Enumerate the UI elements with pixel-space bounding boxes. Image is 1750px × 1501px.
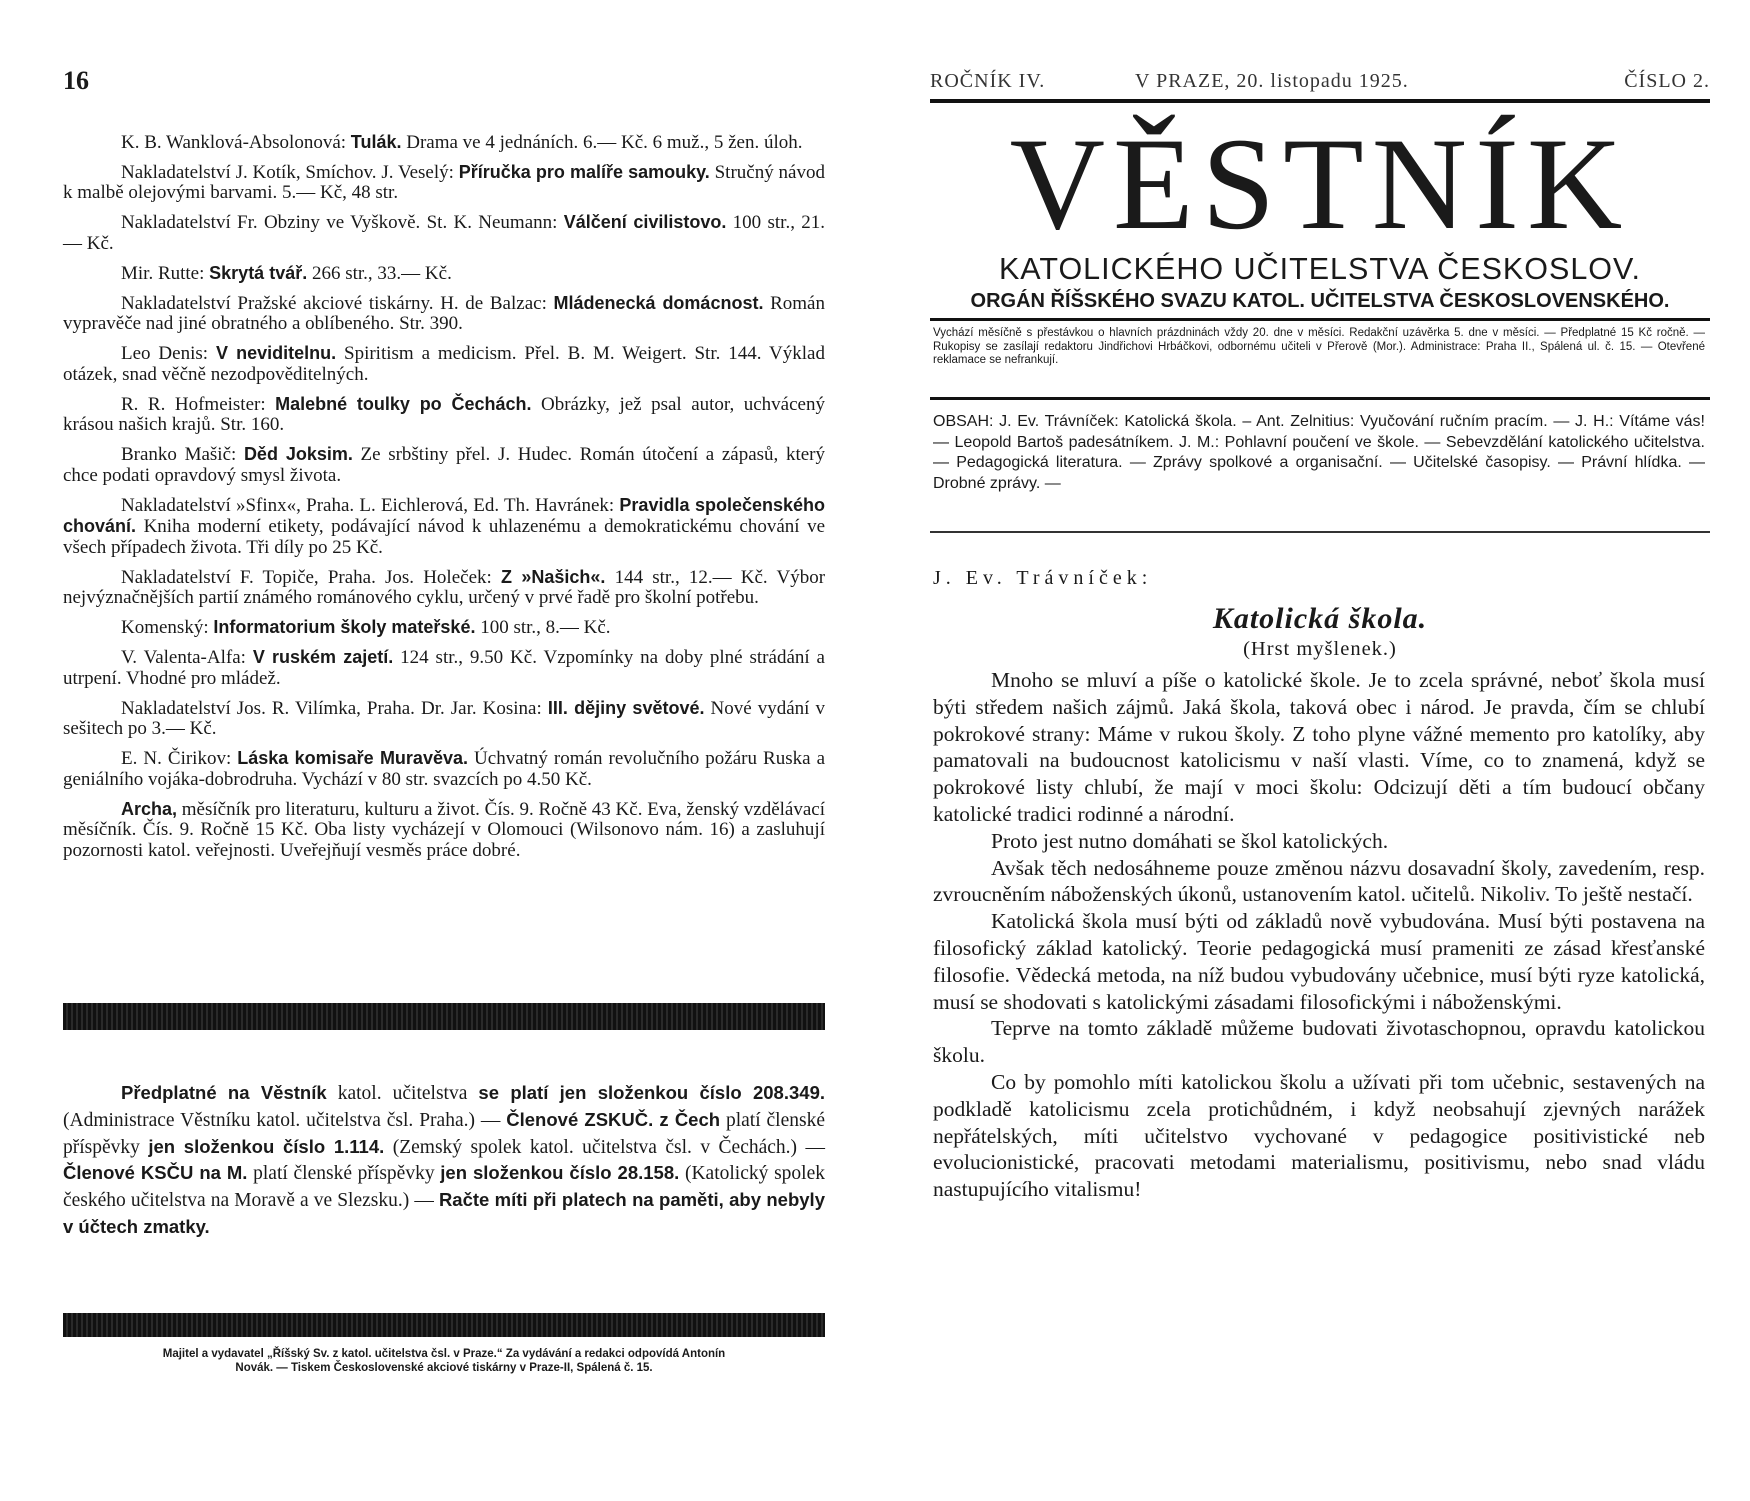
masthead-rule <box>930 318 1710 321</box>
article-subtitle: (Hrst myšlenek.) <box>1243 638 1397 660</box>
book-entry-author: Nakladatelství Fr. Obziny ve Vyškově. St. K. Neumann: <box>121 212 564 234</box>
article-author: J. Ev. Trávníček: <box>933 567 1153 589</box>
book-entry-details: 100 str., 21.— Kč. <box>63 212 826 254</box>
book-entry-details: Spiritism a medicism. Přel. B. M. Weigert. Str. 144. Výklad otázek, snad věčně nezodpověditelných. <box>63 343 825 385</box>
masthead-subtitle: KATOLICKÉHO UČITELSTVA ČESKOSLOV. <box>998 252 1642 286</box>
book-entry-author: R. R. Hofmeister: <box>121 393 276 415</box>
book-entry-author: Nakladatelství F. Topiče, Praha. Jos. Holeček: <box>121 566 501 588</box>
book-entry <box>63 263 825 285</box>
book-entry-title: Láska komisaře Muravěva. <box>237 748 468 769</box>
contents-rule <box>930 397 1710 400</box>
book-entry <box>63 444 825 486</box>
book-entry <box>63 293 825 335</box>
book-entry-author: E. N. Čirikov: <box>121 748 238 770</box>
book-entry <box>63 799 825 862</box>
imprint-line: Novák. — Tiskem Československé akciové tiskárny v Praze-II, Spálená č. 15. <box>235 1362 653 1374</box>
book-entry-details: Nové vydání v sešitech po 3.— Kč. <box>63 697 825 740</box>
book-entry-title: Archa, <box>121 798 178 819</box>
notice-text: (Katolický spolek českého učitelstva na Moravě a ve Slezsku.) — <box>63 1163 825 1212</box>
book-entry <box>63 617 825 639</box>
book-entry-details: 144 str., 12.— Kč. Výbor nejvýznačnějších partií známého románového cyklu, určený v prvé řadě pro školní potřebu. <box>63 566 826 609</box>
book-entry-title: V ruském zajetí. <box>252 647 394 668</box>
book-entry-title: Malebné toulky po Čechách. <box>275 393 532 414</box>
book-entry-details: 100 str., 8.— Kč. <box>475 617 611 639</box>
table-of-contents: OBSAH: J. Ev. Trávníček: Katolická škola. – Ant. Zelnitius: Vyučování ručním pracím. — J. H.: Vítáme vás! — Leopold Bartoš padesátníkem. J. M.: Pohlavní poučení ve škole. — Sebevzdělání katolického učitelstva. — Pedagogická literatura. — Zprávy spolkové a organisační. — Učitelské časopisy. — Právní hlídka. — Drobné zprávy. — <box>933 413 1705 492</box>
book-entry-author: Nakladatelství J. Kotík, Smíchov. J. Veselý: <box>121 161 459 183</box>
article-paragraph: Proto jest nutno domáhati se škol katolických. <box>991 828 1389 853</box>
header-rule <box>930 99 1710 103</box>
article-paragraph: Teprve na tomto základě můžeme budovati životaschopnou, opravdu katolickou školu. <box>933 1016 1705 1068</box>
book-entry-author: V. Valenta-Alfa: <box>121 647 253 669</box>
article-paragraph: Co by pomohlo míti katolickou školu a užívati při tom učebnic, sestavených na podkladě katolicismu zcela protichůdném, i když neobsahují zjevných narážek nepřátelských, míti učitelstvo vychované v pedagogice positivistické neb evolucionistické, pracovati metodami materialismu, positivismu, nebo snad vládu nastupujícího vitalismu! <box>933 1069 1705 1202</box>
book-entry-details: Drama ve 4 jednáních. 6.— Kč. 6 muž., 5 žen. úloh. <box>401 132 803 153</box>
book-entry-author: Nakladatelství »Sfinx«, Praha. L. Eichlerová, Ed. Th. Havránek: <box>121 494 620 516</box>
masthead-title: VĚSTNÍK <box>1009 110 1631 257</box>
notice-text: (Administrace Věstníku katol. učitelstva čsl. Praha.) — <box>63 1109 507 1131</box>
book-entry-details: Román vypravěče nad jiné obratného a oblíbeného. Str. 390. <box>63 292 825 335</box>
article-paragraph: Mnoho se mluví a píše o katolické škole. Je to zcela správné, neboť škola musí býti středem našich zájmů. Jaká škola, taková obec i národ. Je pravda, čím se chlubí pokrokové strany: Máme v rukou školy. Z toho plyne vážné memento pro katolíky, aby pamatovali na budoucnost katolicismu v naší vlasti. Víme, co to znamená, když se pokrokové listy chlubí, že mají v moci školu: Odcizují děti a tím budoucí občany katolické tradici rodinné a národní. <box>933 668 1705 826</box>
volume-label: ROČNÍK IV. <box>930 70 1046 92</box>
book-entry-author: Branko Mašič: <box>121 444 244 466</box>
book-entry-title: III. dějiny světové. <box>547 697 705 718</box>
article-title: Katolická škola. <box>1212 602 1428 635</box>
book-entry-title: Děd Joksim. <box>243 444 353 465</box>
book-entry-author: Nakladatelství Jos. R. Vilímka, Praha. Dr. Jar. Kosina: <box>121 697 548 719</box>
article-paragraph: Katolická škola musí býti od základů nově vybudována. Musí býti postavena na filosofický základ katolický. Teorie pedagogická musí prameniti ze zásad křesťanské filosofie. Vědecká metoda, na níž budou vybudovány učebnice, musí býti ryze katolická, musí se shodovati s katolickými zásadami filosofickými i náboženskými. <box>933 909 1705 1014</box>
notice-bold-text: Členové KSČU na M. <box>63 1162 248 1184</box>
book-entry <box>63 162 825 204</box>
book-entry-author: Leo Denis: <box>121 343 216 365</box>
issue-number-label: ČÍSLO 2. <box>1624 70 1710 92</box>
notice-bold-text: Předplatné na Věstník <box>121 1082 327 1103</box>
black-divider-bar-bottom <box>63 1313 825 1337</box>
book-entry-details: Úchvatný román revolučního požáru Ruska a geniálního vojáka-dobrodruha. Vychází v 80 str. svazcích po 4.50 Kč. <box>63 748 825 790</box>
book-entry-details: měsíčník pro literaturu, kulturu a život. Čís. 9. Ročně 43 Kč. Eva, ženský vzdělávací měsíčník. Čís. 9. Ročně 15 Kč. Oba listy vycházejí v Olomouci (Wilsonovo nám. 16) a zasluhují pozornosti katol. veřejnosti. Uveřejňují vesměs práce dobré. <box>63 798 825 861</box>
book-entry <box>63 748 825 790</box>
issue-header <box>930 70 1710 94</box>
book-entry-title: Válčení civilistovo. <box>563 212 727 233</box>
article-body <box>933 667 1705 1203</box>
subscription-notice <box>63 1080 825 1241</box>
organ-line: ORGÁN ŘÍŠSKÉHO SVAZU KATOL. UČITELSTVA ČESKOSLOVENSKÉHO. <box>970 290 1670 312</box>
book-entry-details: Kniha moderní etikety, podávající návod k uhlazenému a demokratickému chování ve všech případech života. Tři díly po 25 Kč. <box>63 516 825 558</box>
article-paragraph: Avšak těch nedosáhneme pouze změnou názvu dosavadní školy, zavedením, resp. zvroucněním náboženských úkonů, ustanovením katol. učitelů. Nikoliv. To ještě nestačí. <box>933 855 1705 907</box>
book-entry <box>63 212 825 254</box>
book-entry <box>63 495 825 559</box>
book-entry-title: Pravidla společenského chování. <box>63 494 825 537</box>
black-divider-bar <box>63 1003 825 1030</box>
book-entry-author: Komenský: <box>121 617 214 639</box>
book-entry-title: V neviditelnu. <box>215 343 337 364</box>
notice-text: platí členské příspěvky <box>247 1163 441 1185</box>
book-entry <box>63 698 825 740</box>
notice-bold-text: Členové ZSKUČ. z Čech <box>506 1108 721 1130</box>
place-date-label: V PRAZE, 20. listopadu 1925. <box>1135 70 1409 92</box>
book-entry-author: Mir. Rutte: <box>121 262 210 284</box>
right-page <box>875 0 1750 1501</box>
book-entry-title: Příručka pro malíře samouky. <box>458 161 710 182</box>
book-entry-title: Z »Našich«. <box>500 566 606 587</box>
book-entry-details: 266 str., 33.— Kč. <box>307 262 452 284</box>
book-entry-details: Stručný návod k malbě olejovými barvami. 5.— Kč, 48 str. <box>63 161 825 204</box>
book-entry <box>63 343 825 385</box>
notice-text: katol. učitelstva <box>326 1083 479 1104</box>
book-entry-title: Skrytá tvář. <box>209 262 308 283</box>
book-entry-details: Obrázky, jež psal autor, uchvácený krásou našich krajů. Str. 160. <box>63 393 825 436</box>
imprint-line: Majitel a vydavatel „Říšský Sv. z katol. učitelstva čsl. v Praze.“ Za vydávání a redakci odpovídá Antonín <box>162 1348 726 1360</box>
notice-bold-text: se platí jen složenkou číslo 208.349. <box>478 1082 825 1103</box>
book-reviews-column <box>63 132 825 870</box>
book-entry-author: K. B. Wanklová-Absolonová: <box>121 132 351 153</box>
book-entry-details: 124 str., 9.50 Kč. Vzpomínky na doby plné strádání a utrpení. Vhodné pro mládež. <box>63 647 825 689</box>
notice-text: (Zemský spolek katol. učitelstva čsl. v Čechách.) — <box>384 1136 825 1158</box>
book-entry-author: Nakladatelství Pražské akciové tiskárny. H. de Balzac: <box>121 292 554 314</box>
notice-bold-text: Račte míti při platech na paměti, aby nebyly v účtech zmatky. <box>63 1189 825 1237</box>
book-entry-title: Informatorium školy mateřské. <box>213 617 476 638</box>
notice-bold-text: jen složenkou číslo 28.158. <box>440 1162 680 1184</box>
page-number: 16 <box>63 66 89 95</box>
book-entries-list <box>63 132 825 861</box>
publication-info: Vychází měsíčně s přestávkou o hlavních prázdninách vždy 20. dne v měsíci. Redakční uzávěrka 5. dne v měsíci. — Předplatné 15 Kč ročně. — Rukopisy se zasílají redaktoru Jindřichovi Hrbáčkovi, odbornému učiteli v Přerově (Mor.). Administrace: Praha II., Spálená ul. č. 15. — Otevřené reklamace se nefrankují. <box>933 327 1705 366</box>
subscription-notice-text <box>63 1080 825 1241</box>
book-entry-title: Tulák. <box>350 132 402 152</box>
book-entry-details: Ze srbštiny přel. J. Hudec. Román útočení a zápasů, který chce podati opravdový smysl života. <box>63 444 825 486</box>
book-entry-title: Mládenecká domácnost. <box>553 292 764 313</box>
book-entry <box>63 394 825 436</box>
notice-text: platí členské příspěvky <box>63 1109 825 1158</box>
book-entry <box>63 132 825 154</box>
imprint <box>63 1347 825 1375</box>
book-entry <box>63 647 825 689</box>
article-rule <box>930 531 1710 533</box>
book-entry <box>63 567 825 609</box>
notice-bold-text: jen složenkou číslo 1.114. <box>148 1135 385 1157</box>
